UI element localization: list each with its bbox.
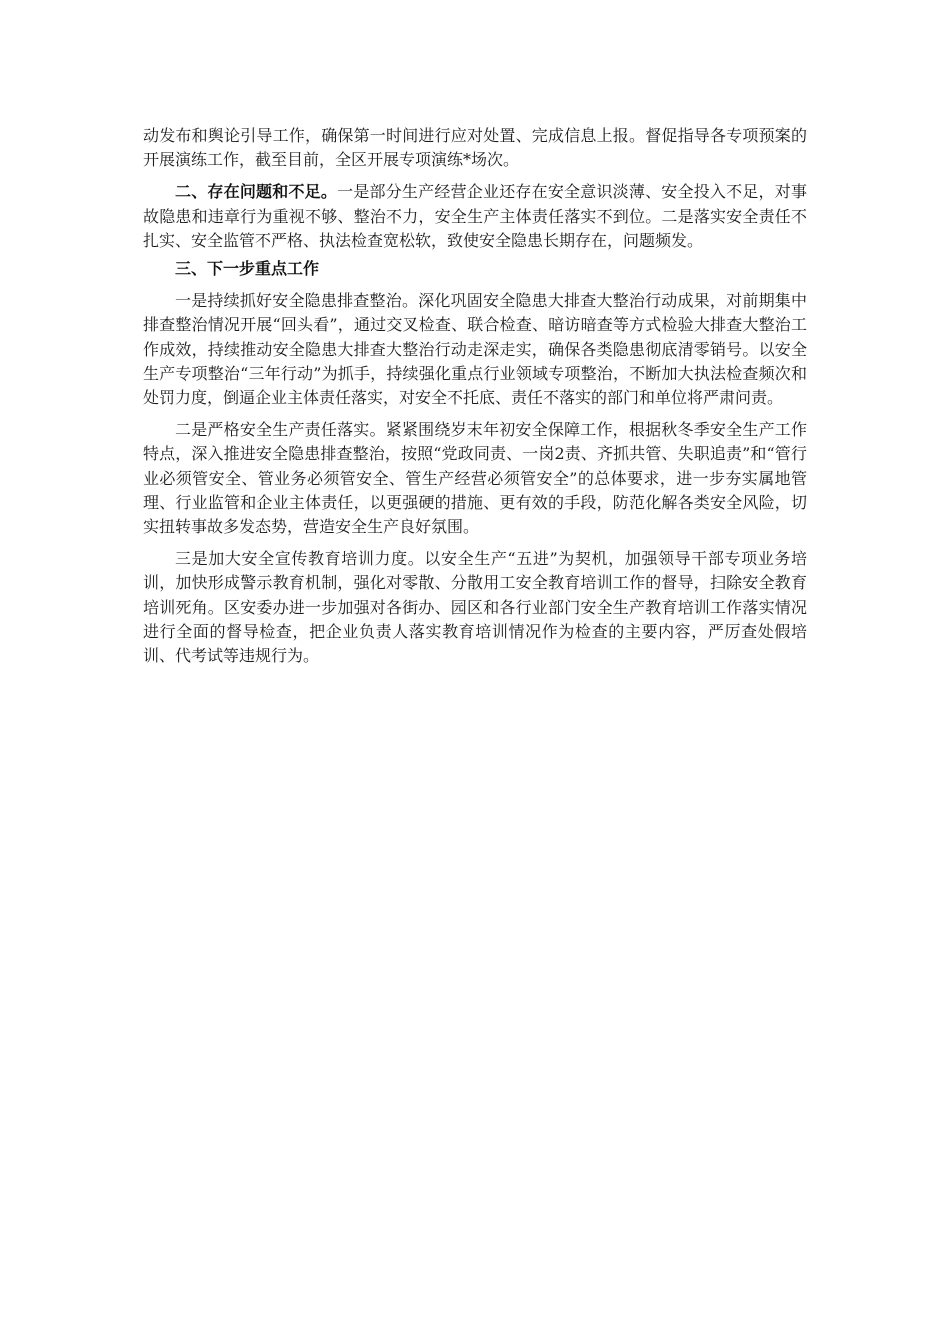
section-problems	[143, 180, 807, 253]
section-problems-heading: 二、存在问题和不足。	[175, 182, 338, 202]
next-step-item-2: 二是严格安全生产责任落实。紧紧围绕岁末年初安全保障工作，根据秋冬季安全生产工作特点，深入推进安全隐患排查整治，按照“党政同责、一岗2责、齐抓共管、失职追责”和“管行业必须管安全、管业务必须管安全、管生产经营必须管安全”的总体要求，进一步夯实属地管理、行业监管和企业主体责任，以更强硬的措施、更有效的手段，防范化解各类安全风险，切实扭转事故多发态势，营造安全生产良好氛围。	[143, 420, 807, 537]
next-step-item-3: 三是加大安全宣传教育培训力度。以安全生产“五进”为契机，加强领导干部专项业务培训，加快形成警示教育机制，强化对零散、分散用工安全教育培训工作的督导，扫除安全教育培训死角。区安委办进一步加强对各街办、园区和各行业部门安全生产教育培训工作落实情况进行全面的督导检查，把企业负责人落实教育培训情况作为检查的主要内容，严厉查处假培训、代考试等违规行为。	[143, 549, 807, 666]
next-step-item-1: 一是持续抓好安全隐患排查整治。深化巩固安全隐患大排查大整治行动成果，对前期集中排查整治情况开展“回头看”，通过交叉检查、联合检查、暗访暗查等方式检验大排查大整治工作成效，持续推动安全隐患大排查大整治行动走深走实，确保各类隐患彻底清零销号。以安全生产专项整治“三年行动”为抓手，持续强化重点行业领域专项整治，不断加大执法检查频次和处罚力度，倒逼企业主体责任落实，对安全不托底、责任不落实的部门和单位将严肃问责。	[143, 291, 807, 408]
section-next-steps-heading: 三、下一步重点工作	[175, 259, 320, 279]
paragraph-continuation: 动发布和舆论引导工作，确保第一时间进行应对处置、完成信息上报。督促指导各专项预案的开展演练工作，截至目前，全区开展专项演练*场次。	[143, 126, 807, 170]
document-page	[143, 124, 807, 676]
section-problems-text: 一是部分生产经营企业还存在安全意识淡薄、安全投入不足，对事故隐患和违章行为重视不够、整治不力，安全生产主体责任落实不到位。二是落实安全责任不扎实、安全监管不严格、执法检查宽松软，致使安全隐患长期存在，问题频发。	[143, 182, 807, 250]
